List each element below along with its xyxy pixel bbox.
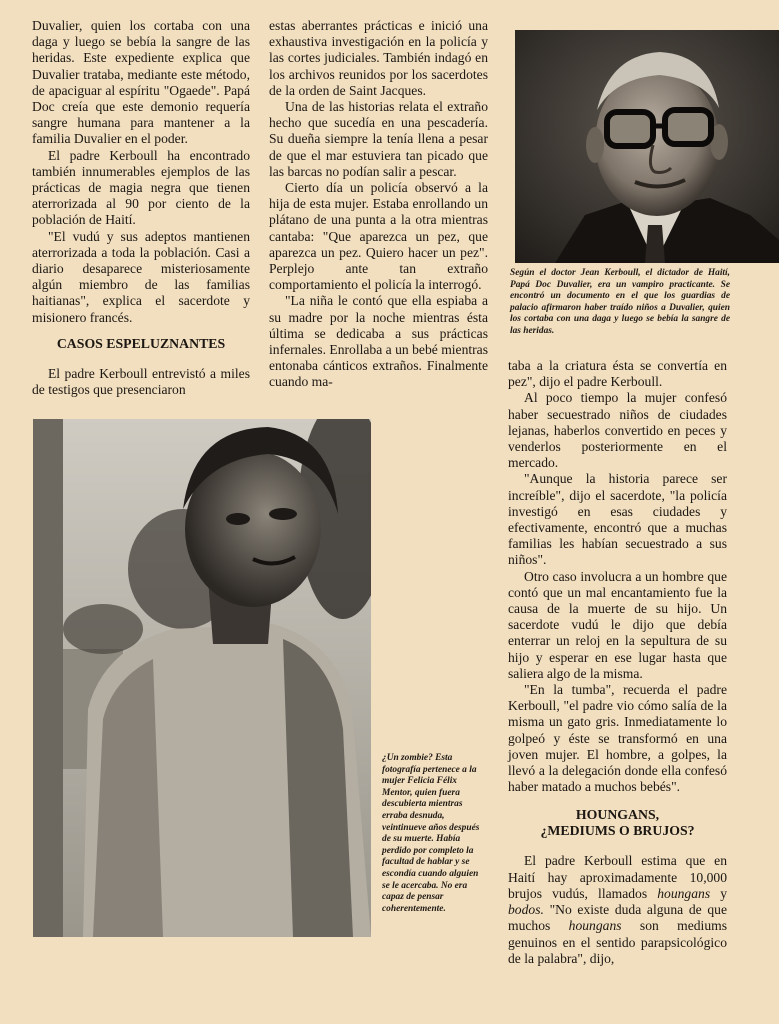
paragraph-final (508, 853, 727, 966)
paragraph: Una de las historias relata el extraño hecho que sucedía en una pescadería. Su dueña siempre la tenía llena a pesar de que el mar estuviera tan picado que las barcas no podían salir a pescar. (269, 99, 488, 179)
zombie-illustration (33, 419, 371, 937)
text-run: son mediums genuinos en el sentido parapsicológico de la palabra", dijo, (508, 918, 727, 966)
paragraph: "El vudú y sus adeptos mantienen aterrorizada a toda la población. Casi a diario desaparece misteriosamente algún miembro de las familias haitianas", explica el sacerdote y misionero francés. (32, 228, 250, 325)
portrait-illustration (515, 30, 779, 263)
paragraph: Al poco tiempo la mujer confesó haber secuestrado niños de ciudades lejanas, haberlos convertido en peces y venderlos posteriormente en el mercado. (508, 390, 727, 471)
heading-line-1: HOUNGANS, (575, 807, 660, 823)
article-column-1 (32, 18, 250, 398)
section-heading-casos: CASOS ESPELUZNANTES (56, 335, 226, 351)
paragraph: Otro caso involucra a un hombre que contó que un mal encantamiento fue la causa de la muerte de su hijo. Un sacerdote vudú le dijo que debía enterrar un reloj en la sepultura de su hijo y esperar en ese lugar hasta que saliera algo de la misma. (508, 568, 727, 681)
paragraph: El padre Kerboull ha encontrado también innumerables ejemplos de las prácticas de magia negra que tienen aterrorizada al 90 por ciento de la población de Haití. (32, 147, 250, 228)
heading-line-2: ¿MEDIUMS O BRUJOS? (540, 823, 695, 839)
text-run: "No existe duda alguna de que muchos (508, 902, 727, 934)
paragraph: Cierto día un policía observó a la hija de esta mujer. Estaba enrollando un plátano de una punta a la otra mientras cantaba: "Que aparezca un pez, que aparezca un pez. Quiero hacer un pez". Perplejo ante tan extraño comportamiento el policía la interrogó. (269, 180, 488, 293)
paragraph: El padre Kerboull entrevistó a miles de testigos que presenciaron (32, 365, 250, 398)
paragraph: Duvalier, quien los cortaba con una daga y luego se bebía la sangre de las heridas. Este expediente explica que Duvalier trataba, mediante este método, de apaciguar al espíritu "Ogaede". Papá Doc creía que este demonio requería sangre humana para mantener a la familia Duvalier en el poder. (32, 18, 250, 147)
paragraph: "La niña le contó que ella espiaba a su madre por la noche mientras ésta última se dedicaba a sus prácticas infernales. Enrollaba a un bebé mientras entonaba cánticos extraños. Finalmente cuando ma- (269, 293, 488, 390)
emphasis-houngans: houngans (657, 885, 711, 901)
paragraph: taba a la criatura ésta se convertía en pez", dijo el padre Kerboull. (508, 358, 727, 390)
paragraph: estas aberrantes prácticas e inició una exhaustiva investigación en la policía y las cortes judiciales. También indagó en los archivos reunidos por los sacerdotes de la orden de Saint Jacques. (269, 18, 488, 98)
zombie-caption: ¿Un zombie? Esta fotografía pertenece a la mujer Felicia Félix Mentor, quien fuera descubierta mientras erraba desnuda, veintinueve años después de su muerte. Había perdido por completo la facultad de hablar y se escondía cuando alguien se le acercaba. No era capaz de pensar coherentemente. (382, 753, 480, 914)
paragraph: "Aunque la historia parece ser increíble", dijo el sacerdote, "la policía investigó en esas ciudades y efectivamente, encontró que a muchas familias les habían secuestrado a sus niños". (508, 471, 727, 568)
duvalier-caption: Según el doctor Jean Kerboull, el dictador de Haití, Papá Doc Duvalier, era un vampiro practicante. Se encontró un documento en el que los guardias de palacio afirmaron haber traído niños a Duvalier, quien los cortaba con una daga y luego se bebía la sangre de las heridas. (510, 268, 730, 336)
zombie-photo (33, 419, 371, 937)
text-run: y (710, 885, 727, 901)
section-heading-houngans (508, 807, 727, 839)
article-column-2 (269, 18, 488, 391)
emphasis-houngans-2: houngans (568, 918, 622, 934)
text-run: El padre Kerboull estima que en Haití hay aproximadamente 10,000 brujos vudús, llamados (508, 853, 727, 901)
paragraph: "En la tumba", recuerda el padre Kerboull, "el padre vio cómo salía de la misma un gato gris. Inmediatamente lo golpeó y éste se transformó en una joven mujer. El hombre, a golpes, la llevó a la delegación donde ella confesó haber matado a muchos bebés". (508, 682, 727, 795)
duvalier-photo (515, 30, 779, 263)
article-column-3 (508, 358, 727, 967)
emphasis-bodos: bodos. (508, 902, 544, 918)
